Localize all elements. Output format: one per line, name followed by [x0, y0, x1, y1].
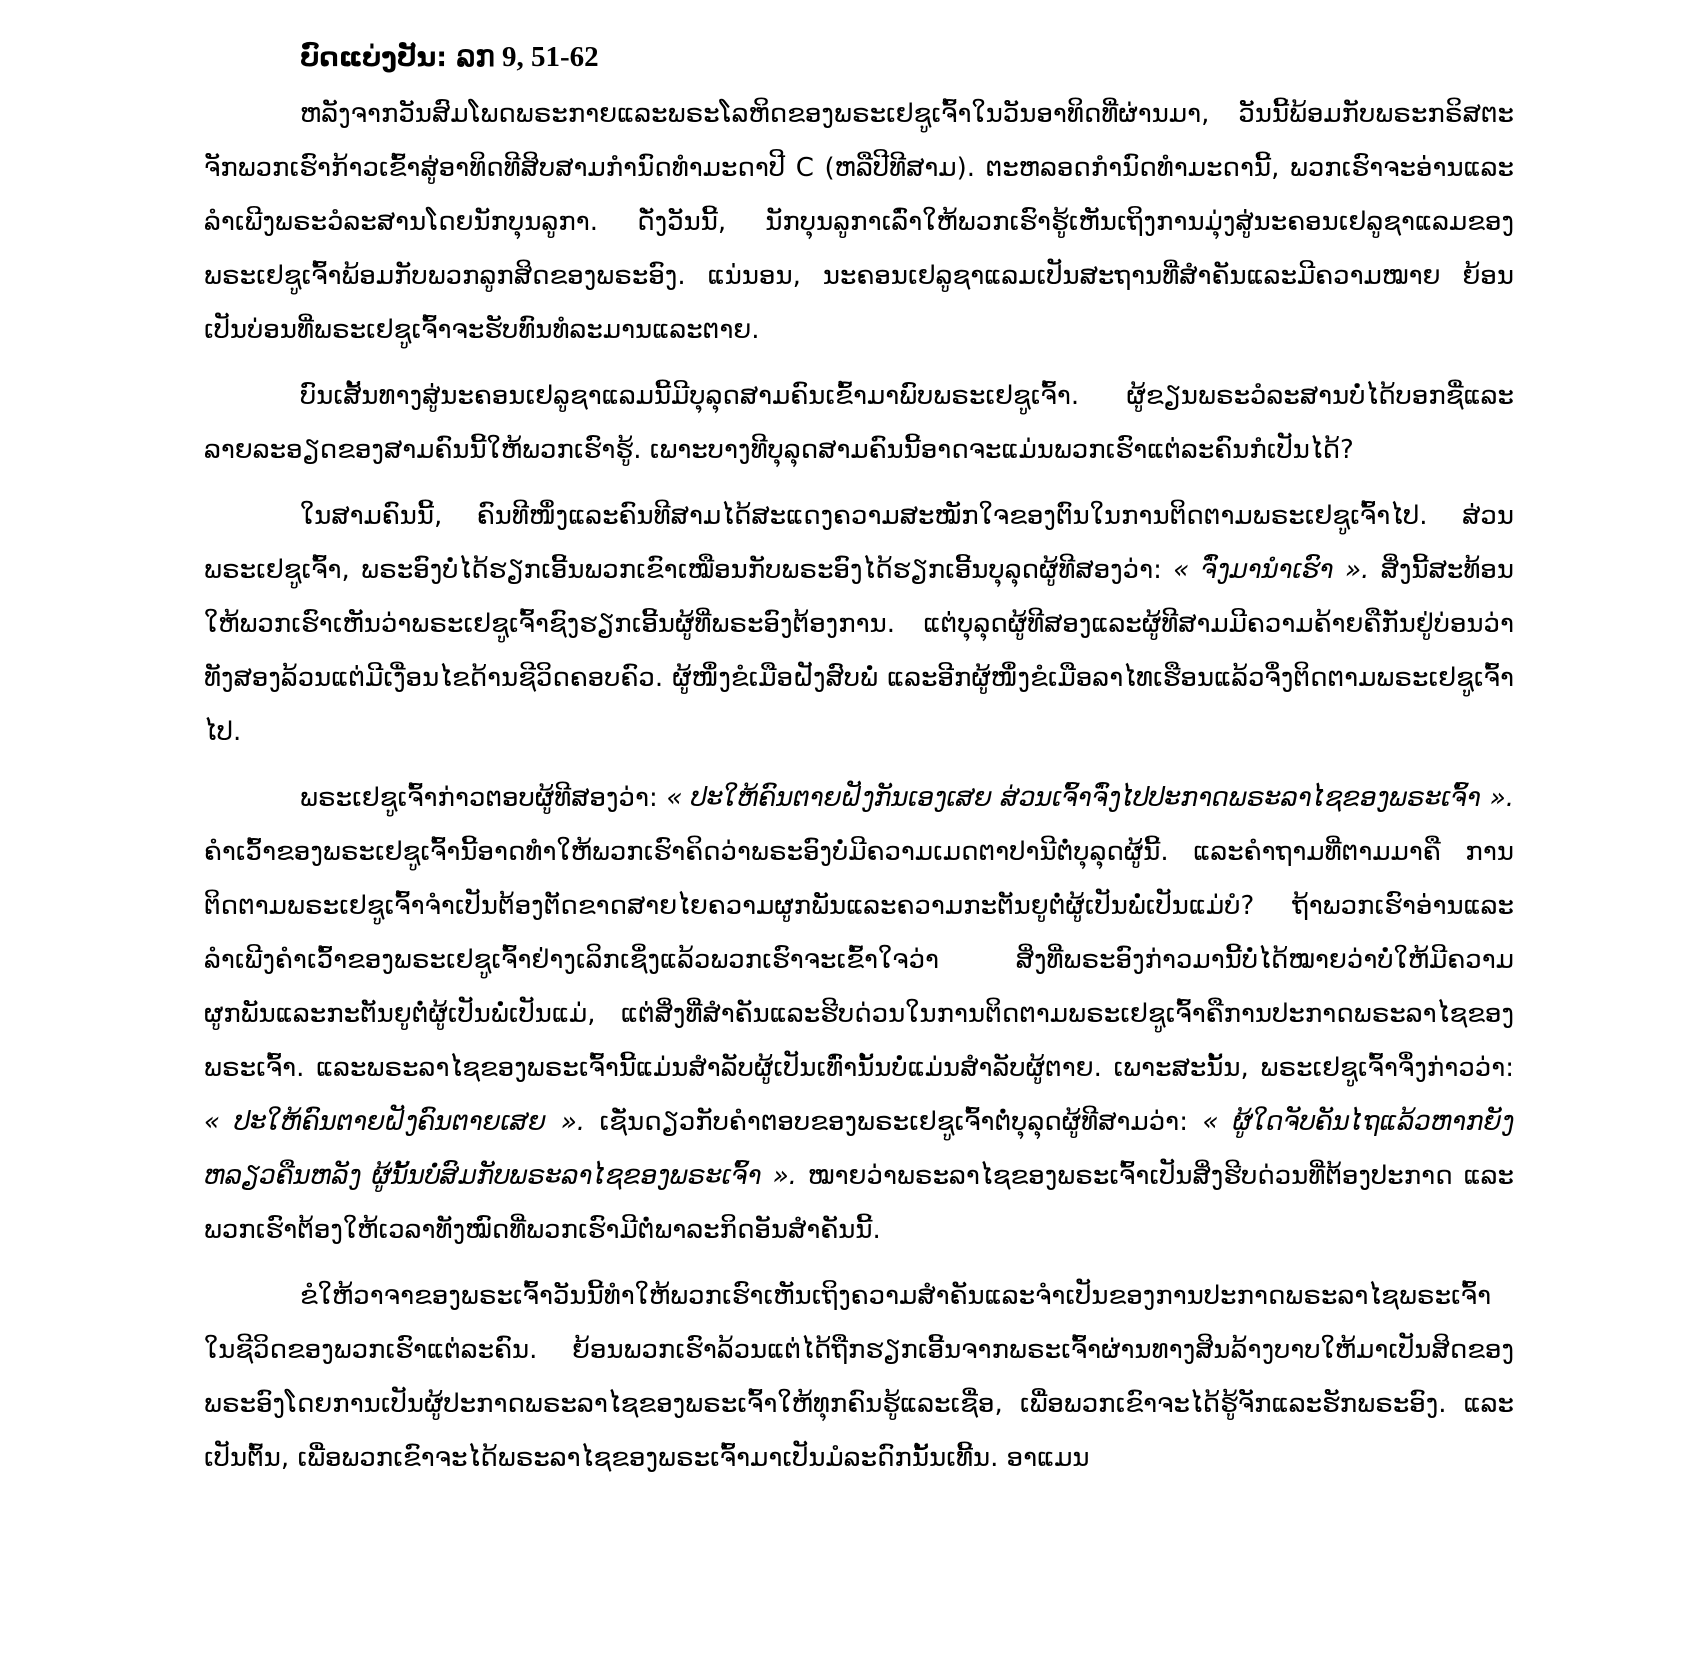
- document-body: [204, 28, 1514, 1485]
- paragraph-5: ຂໍໃຫ້ວາຈາຂອງພຣະເຈົ້າວັນນີ້ທຳໃຫ້ພວກເຮົາເຫັນເຖິງຄວາມສຳຄັນແລະຈຳເປັນຂອງການປະກາດພຣະລາໄຊພຣະເຈົ້າໃນຊີວິດຂອງພວກເຮົາແຕ່ລະຄົນ. ຍ້ອນພວກເຮົາລ້ວນແຕ່ໄດ້ຖືກຮຽກເອີ້ນຈາກພຣະເຈົ້າຜ່ານທາງສິນລ້າງບາບໃຫ້ມາເປັນສິດຂອງພຣະອົງໂດຍການເປັນຜູ້ປະກາດພຣະລາໄຊຂອງພຣະເຈົ້າໃຫ້ທຸກຄົນຮູ້ແລະເຊື່ອ, ເພື່ອພວກເຂົາຈະໄດ້ຮູ້ຈັກແລະຮັກພຣະອົງ. ແລະເປັນຕົ້ນ, ເພື່ອພວກເຂົາຈະໄດ້ພຣະລາໄຊຂອງພຣະເຈົ້າມາເປັນມໍລະດົກນັ້ນເທີ້ນ. ອາແມນ: [204, 1281, 1514, 1473]
- paragraph-4-text-3: ເຊັ່ນດຽວກັບຄຳຕອບຂອງພຣະເຢຊູເຈົ້າຕໍ່ບຸລຸດຜູ້ທີສາມວ່າ:: [585, 1107, 1203, 1137]
- scripture-reference: ລກ 9, 51-62: [456, 41, 599, 73]
- paragraph-2: ບົນເສັ້ນທາງສູ່ນະຄອນເຢລູຊາແລມນີ້ມີບຸລຸດສາມຄົນເຂົ້າມາພົບພຣະເຢຊູເຈົ້າ. ຜູ້ຂຽນພຣະວໍລະສານບໍ່ໄດ້ບອກຊື່ແລະລາຍລະອຽດຂອງສາມຄົນນີ້ໃຫ້ພວກເຮົາຮູ້. ເພາະບາງທີບຸລຸດສາມຄົນນີ້ອາດຈະແມ່ນພວກເຮົາແຕ່ລະຄົນກໍເປັນໄດ້?: [204, 381, 1514, 465]
- paragraph-4: [204, 771, 1514, 1257]
- paragraph-4-quote-3: « ຜູ້ໃດຈັບຄັນໄຖແລ້ວຫາກຍັງຫລຽວຄືນຫລັງ ຜູ້ນັ້ນບໍ່ສົມກັບພຣະລາໄຊຂອງພຣະເຈົ້າ ».: [204, 1107, 1515, 1191]
- paragraph-3-quote: « ຈົ່ງມານຳເຮົາ ».: [1173, 555, 1370, 585]
- paragraph-4-text-2: ຄຳເວົ້າຂອງພຣະເຢຊູເຈົ້ານີ້ອາດທຳໃຫ້ພວກເຮົາຄິດວ່າພຣະອົງບໍ່ມີຄວາມເມດຕາປານີຕໍ່ບຸລຸດຜູ້ນີ້. ແລະຄຳຖາມທີ່ຕາມມາຄື ການຕິດຕາມພຣະເຢຊູເຈົ້າຈຳເປັນຕ້ອງຕັດຂາດສາຍໄຍຄວາມຜູກພັນແລະຄວາມກະຕັນຍູຕໍ່ຜູ້ເປັນພໍ່ເປັນແມ່ບໍ? ຖ້າພວກເຮົາອ່ານແລະລຳເພີງຄຳເວົ້າຂອງພຣະເຢຊູເຈົ້າຢ່າງເລິກເຊິ່ງແລ້ວພວກເຮົາຈະເຂົ້າໃຈວ່າ ສິ່ງທີ່ພຣະອົງກ່າວມານີ້ບໍ່ໄດ້ໝາຍວ່າບໍ່ໃຫ້ມີຄວາມຜູກພັນແລະກະຕັນຍູຕໍ່ຜູ້ເປັນພໍ່ເປັນແມ່, ແຕ່ສິ່ງທີ່ສຳຄັນແລະຮີບດ່ວນໃນການຕິດຕາມພຣະເຢຊູເຈົ້າຄືການປະກາດພຣະລາໄຊຂອງພຣະເຈົ້າ. ແລະພຣະລາໄຊຂອງພຣະເຈົ້ານີ້ແມ່ນສຳລັບຜູ້ເປັນເທົ່ານັ້ນບໍ່ແມ່ນສຳລັບຜູ້ຕາຍ. ເພາະສະນັ້ນ, ພຣະເຢຊູເຈົ້າຈຶ່ງກ່າວວ່າ:: [204, 837, 1514, 1083]
- reflection-heading: [204, 28, 1514, 87]
- heading-label: ບົດແບ່ງປັນ:: [300, 42, 448, 73]
- paragraph-1: ຫລັງຈາກວັນສົມໂພດພຣະກາຍແລະພຣະໂລຫິດຂອງພຣະເຢຊູເຈົ້າໃນວັນອາທິດທີ່ຜ່ານມາ, ວັນນີ້ພ້ອມກັບພຣະກຣິສຕະຈັກພວກເຮົາກ້າວເຂົ້າສູ່ອາທິດທີສິບສາມກຳນົດທຳມະດາປີ C (ຫລືປີທີສາມ). ຕະຫລອດກຳນົດທຳມະດານີ້, ພວກເຮົາຈະອ່ານແລະລຳເພີງພຣະວໍລະສານໂດຍນັກບຸນລູກາ. ດັ່ງວັນນີ້, ນັກບຸນລູກາເລົ່າໃຫ້ພວກເຮົາຮູ້ເຫັນເຖິງການມຸ່ງສູ່ນະຄອນເຢລູຊາແລມຂອງພຣະເຢຊູເຈົ້າພ້ອມກັບພວກລູກສິດຂອງພຣະອົງ. ແນ່ນອນ, ນະຄອນເຢລູຊາແລມເປັນສະຖານທີ່ສຳຄັນແລະມີຄວາມໝາຍ ຍ້ອນເປັນບ່ອນທີ່ພຣະເຢຊູເຈົ້າຈະຮັບທົນທໍລະມານແລະຕາຍ.: [204, 99, 1514, 345]
- paragraph-3: [204, 489, 1514, 759]
- paragraph-3-text-a: ໃນສາມຄົນນີ້, ຄົນທີໜຶ່ງແລະຄົນທີສາມໄດ້ສະແດງຄວາມສະໝັກໃຈຂອງຕົນໃນການຕິດຕາມພຣະເຢຊູເຈົ້າໄປ. ສ່ວນພຣະເຢຊູເຈົ້າ, ພຣະອົງບໍ່ໄດ້ຮຽກເອີ້ນພວກເຂົາເໝືອນກັບພຣະອົງໄດ້ຮຽກເອີ້ນບຸລຸດຜູ້ທີສອງວ່າ:: [204, 501, 1514, 585]
- paragraph-4-quote-1: « ປະໃຫ້ຄົນຕາຍຝັງກັນເອງເສຍ ສ່ວນເຈົ້າຈົ່ງໄປປະກາດພຣະລາໄຊຂອງພຣະເຈົ້າ ».: [666, 783, 1514, 813]
- paragraph-3-text-b: ສິ່ງນີ້ສະທ້ອນໃຫ້ພວກເຮົາເຫັນວ່າພຣະເຢຊູເຈົ້າຊົງຮຽກເອີ້ນຜູ້ທີ່ພຣະອົງຕ້ອງການ. ແຕ່ບຸລຸດຜູ້ທີສອງແລະຜູ້ທີສາມມີຄວາມຄ້າຍຄືກັນຢູ່ບ່ອນວ່າ ທັງສອງລ້ວນແຕ່ມີເງື່ອນໄຂດ້ານຊີວິດຄອບຄົວ. ຜູ້ໜຶ່ງຂໍເມືອຝັງສົບພໍ່ ແລະອີກຜູ້ໜຶ່ງຂໍເມືອລາໄທເຮືອນແລ້ວຈຶ່ງຕິດຕາມພຣະເຢຊູເຈົ້າໄປ.: [204, 555, 1514, 747]
- paragraph-4-quote-2: « ປະໃຫ້ຄົນຕາຍຝັງຄົນຕາຍເສຍ ».: [204, 1107, 586, 1137]
- paragraph-4-text-1: ພຣະເຢຊູເຈົ້າກ່າວຕອບຜູ້ທີສອງວ່າ:: [300, 783, 667, 813]
- paragraph-4-text-4: ໝາຍວ່າພຣະລາໄຊຂອງພຣະເຈົ້າເປັນສິ່ງຮີບດ່ວນທີ່ຕ້ອງປະກາດ ແລະພວກເຮົາຕ້ອງໃຫ້ເວລາທັງໝົດທີ່ພວກເຮົາມີຕໍ່ພາລະກິດອັນສຳຄັນນີ້.: [204, 1161, 1514, 1245]
